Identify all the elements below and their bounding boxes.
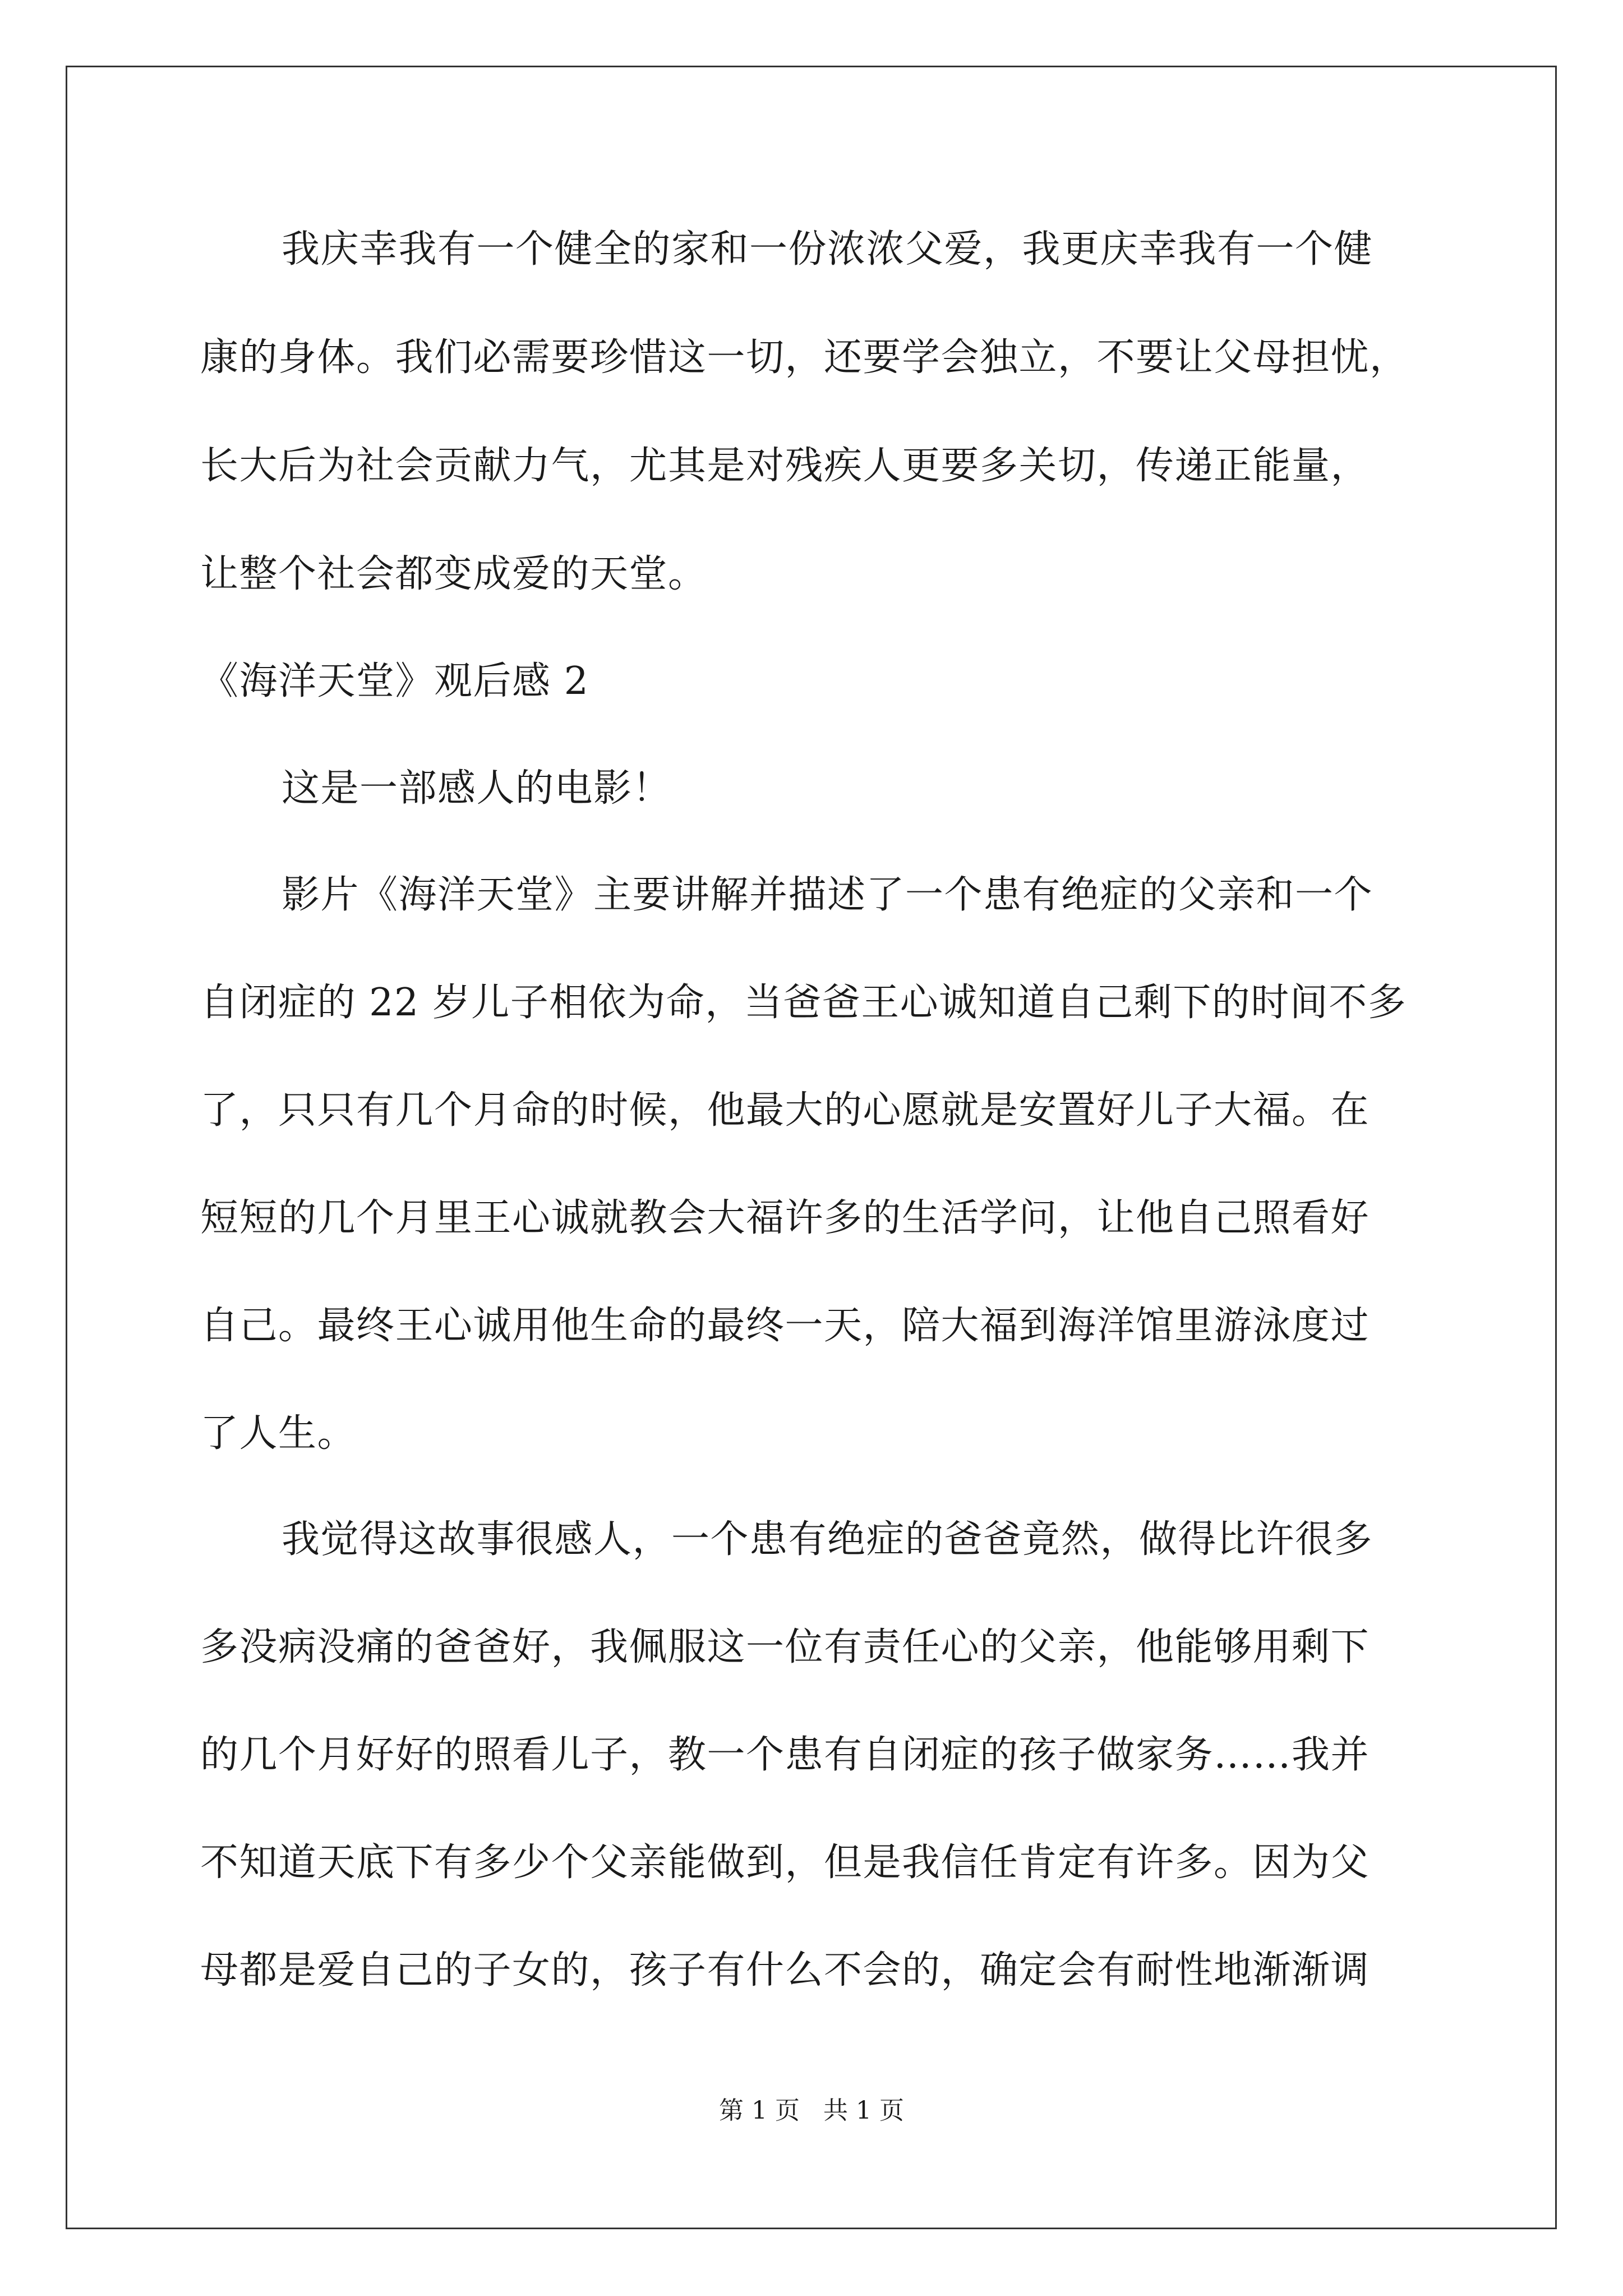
paragraph4-line-3: 的几个月好好的照看儿子，教一个患有自闭症的孩子做家务……我并 — [200, 1733, 1370, 1777]
paragraph1-line-2: 康的身体。我们必需要珍惜这一切，还要学会独立，不要让父母担忧， — [200, 335, 1409, 380]
paragraph3-line-4: 短短的几个月里王心诚就教会大福许多的生活学问，让他自己照看好 — [200, 1196, 1370, 1240]
page-number-footer: 第 1 页 共 1 页 — [719, 2096, 904, 2125]
paragraph1-line-1: 我庆幸我有一个健全的家和一份浓浓父爱，我更庆幸我有一个健 — [282, 227, 1373, 272]
paragraph4-line-4: 不知道天底下有多少个父亲能做到，但是我信任肯定有许多。因为父 — [200, 1841, 1370, 1885]
paragraph1-line-4: 让整个社会都变成爱的天堂。 — [200, 552, 707, 596]
paragraph3-line-5: 自己。最终王心诚用他生命的最终一天，陪大福到海洋馆里游泳度过 — [200, 1304, 1370, 1348]
paragraph1-line-3: 长大后为社会贡献力气，尤其是对残疾人更要多关切，传递正能量， — [200, 444, 1370, 488]
paragraph4-line-2: 多没病没痛的爸爸好，我佩服这一位有责任心的父亲，他能够用剩下 — [200, 1625, 1370, 1669]
paragraph3-line-2: 自闭症的 22 岁儿子相依为命，当爸爸王心诚知道自己剩下的时间不多 — [200, 981, 1407, 1025]
paragraph3-line-1: 影片《海洋天堂》主要讲解并描述了一个患有绝症的父亲和一个 — [282, 873, 1373, 917]
paragraph2-line-1: 这是一部感人的电影！ — [282, 766, 672, 811]
page-border — [66, 66, 1557, 2229]
paragraph3-line-3: 了，只只有几个月命的时候，他最大的心愿就是安置好儿子大福。在 — [200, 1088, 1370, 1133]
section-heading: 《海洋天堂》观后感 2 — [200, 659, 589, 703]
paragraph3-line-6: 了人生。 — [200, 1411, 357, 1456]
paragraph4-line-5: 母都是爱自己的子女的，孩子有什么不会的，确定会有耐性地渐渐调 — [200, 1948, 1370, 1993]
paragraph4-line-1: 我觉得这故事很感人，一个患有绝症的爸爸竟然，做得比许很多 — [282, 1517, 1373, 1562]
